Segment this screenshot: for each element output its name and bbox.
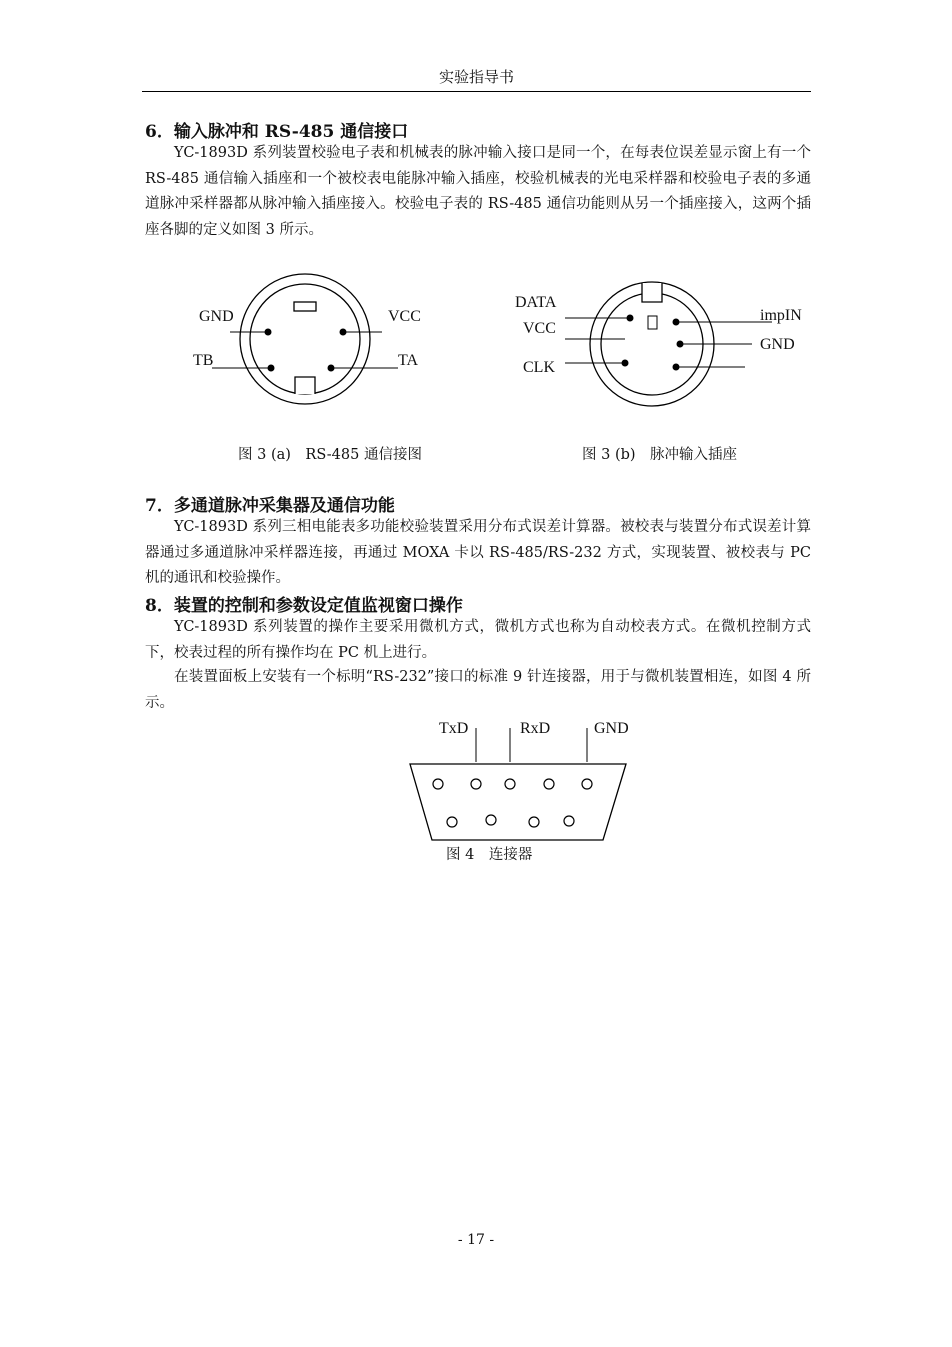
pin-7 <box>486 815 496 825</box>
label-gnd: GND <box>760 336 795 353</box>
section-7-title: 7．多通道脉冲采集器及通信功能 <box>145 496 395 516</box>
pin-impin <box>673 319 680 326</box>
label-vcc: VCC <box>388 308 421 325</box>
section-8-title: 8．装置的控制和参数设定值监视窗口操作 <box>145 596 463 616</box>
key-notch <box>295 377 315 394</box>
pin-6 <box>447 817 457 827</box>
figure-4-db9-connector <box>0 712 952 844</box>
label-tb: TB <box>193 352 214 369</box>
page-number: - 17 - <box>457 1232 495 1248</box>
key-slot <box>294 302 316 311</box>
connector-shell <box>410 764 626 840</box>
label-txd: TxD <box>439 720 469 737</box>
section-6-paragraph: YC-1893D 系列装置校验电子表和机械表的脉冲输入接口是同一个，在每表位误差显示窗上有一个 RS-485 通信输入插座和一个被校表电能脉冲输入插座，校验机械表的光电采样器和校验电子表的多通道脉冲采样器都从脉冲输入插座接入。校验电子表的 RS-485 通信功能则从另一个插座接入，这两个插座各脚的定义如图 3 所示。 <box>145 145 811 238</box>
label-data: DATA <box>515 294 557 311</box>
figure-3b-caption: 图 3 (b) 脉冲输入插座 <box>582 447 738 463</box>
pin-unlabeled <box>673 364 680 371</box>
label-gnd: GND <box>594 720 629 737</box>
pin-data <box>627 315 634 322</box>
header-rule <box>142 91 811 92</box>
center-key <box>648 316 657 329</box>
pin-ta <box>328 365 335 372</box>
label-vcc: VCC <box>523 320 556 337</box>
section-6-title: 6．输入脉冲和 RS-485 通信接口 <box>145 122 409 142</box>
section-7-paragraph: YC-1893D 系列三相电能表多功能校验装置采用分布式误差计算器。被校表与装置分布式误差计算器通过多通道脉冲采样器连接，再通过 MOXA 卡以 RS-485/RS-232 方式，实现装置、被校表与 PC 机的通讯和校验操作。 <box>145 519 811 587</box>
section-8-paragraph-2: 在装置面板上安装有一个标明“RS-232”接口的标准 9 针连接器，用于与微机装置相连，如图 4 所示。 <box>145 669 811 711</box>
pin-clk <box>622 360 629 367</box>
page-header: 实验指导书 <box>438 68 514 86</box>
label-impin: impIN <box>760 307 802 324</box>
pin-8 <box>529 817 539 827</box>
pin-1 <box>433 779 443 789</box>
figure-4-caption: 图 4 连接器 <box>446 847 533 863</box>
rs485-socket <box>193 274 421 404</box>
pulse-input-socket <box>515 282 802 406</box>
pin-tb <box>268 365 275 372</box>
pin-2 <box>471 779 481 789</box>
pin-gnd <box>677 341 684 348</box>
pin-3 <box>505 779 515 789</box>
label-rxd: RxD <box>520 720 551 737</box>
label-ta: TA <box>398 352 419 369</box>
label-clk: CLK <box>523 359 555 376</box>
pin-5 <box>582 779 592 789</box>
pin-9 <box>564 816 574 826</box>
pin-4 <box>544 779 554 789</box>
pin-vcc <box>340 329 347 336</box>
label-gnd: GND <box>199 308 234 325</box>
section-8-paragraph-1: YC-1893D 系列装置的操作主要采用微机方式，微机方式也称为自动校表方式。在微机控制方式下，校表过程的所有操作均在 PC 机上进行。 <box>145 619 811 661</box>
figure-3a-caption: 图 3 (a) RS-485 通信接图 <box>238 447 422 463</box>
figure-3-diagram <box>0 260 952 420</box>
pin-gnd <box>265 329 272 336</box>
key-notch <box>642 283 662 302</box>
